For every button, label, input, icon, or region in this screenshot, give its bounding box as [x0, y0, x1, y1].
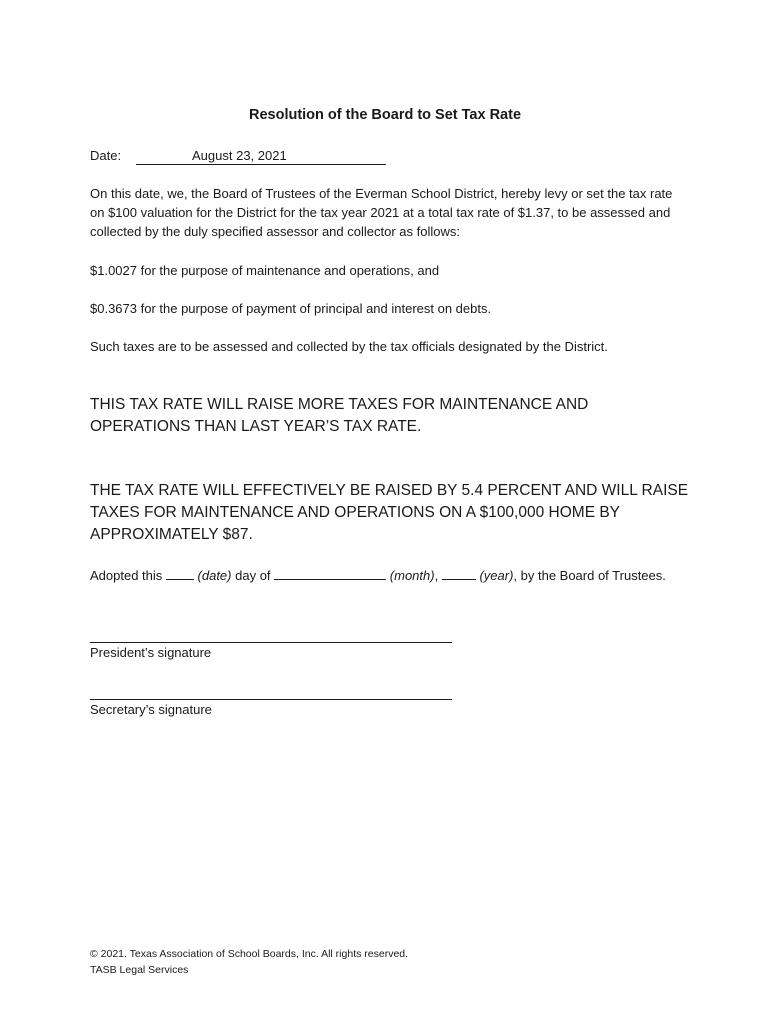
month-blank[interactable]: [274, 567, 386, 580]
president-signature-label: President’s signature: [90, 645, 212, 660]
year-blank[interactable]: [442, 567, 476, 580]
secretary-signature-label: Secretary’s signature: [90, 702, 212, 717]
adopted-statement: Adopted this (date) day of (month), (year), by the Board of Trustees.: [90, 568, 666, 583]
date-blank[interactable]: [166, 567, 194, 580]
paragraph-collection: Such taxes are to be assessed and collected by the tax officials designated by the District.: [90, 339, 608, 354]
adopted-prefix: Adopted this: [90, 568, 163, 583]
footer-copyright: © 2021. Texas Association of School Boards, Inc. All rights reserved.: [90, 948, 409, 960]
month-hint: (month): [389, 568, 435, 583]
day-of-text: day of: [235, 568, 271, 583]
notice-raise-taxes: THIS TAX RATE WILL RAISE MORE TAXES FOR MAINTENANCE AND OPERATIONS THAN LAST YEAR’S TAX RATE.: [90, 396, 589, 435]
president-signature-line[interactable]: [90, 642, 452, 643]
paragraph-levy: On this date, we, the Board of Trustees of the Everman School District, hereby levy or set the tax rate on $100 valuation for the District for the tax year 2021 at a total tax rate of $1.37, to be assessed and collected by the duly specified assessor and collector as follows:: [90, 186, 673, 239]
date-hint: (date): [197, 568, 232, 583]
secretary-signature-line[interactable]: [90, 699, 452, 700]
date-label: Date:: [90, 148, 122, 163]
date-row: [90, 146, 690, 165]
date-value: August 23, 2021: [136, 147, 386, 165]
paragraph-debt-rate: $0.3673 for the purpose of payment of principal and interest on debts.: [90, 301, 492, 316]
adopted-suffix: , by the Board of Trustees.: [513, 568, 666, 583]
footer-department: TASB Legal Services: [90, 964, 189, 976]
year-hint: (year): [479, 568, 514, 583]
paragraph-maintenance-rate: $1.0027 for the purpose of maintenance and operations, and: [90, 263, 440, 278]
document-title: Resolution of the Board to Set Tax Rate: [248, 107, 522, 123]
notice-effective-raise: THE TAX RATE WILL EFFECTIVELY BE RAISED BY 5.4 PERCENT AND WILL RAISE TAXES FOR MAINTENANCE AND OPERATIONS ON A $100,000 HOME BY APPROXIMATELY $87.: [90, 482, 689, 543]
